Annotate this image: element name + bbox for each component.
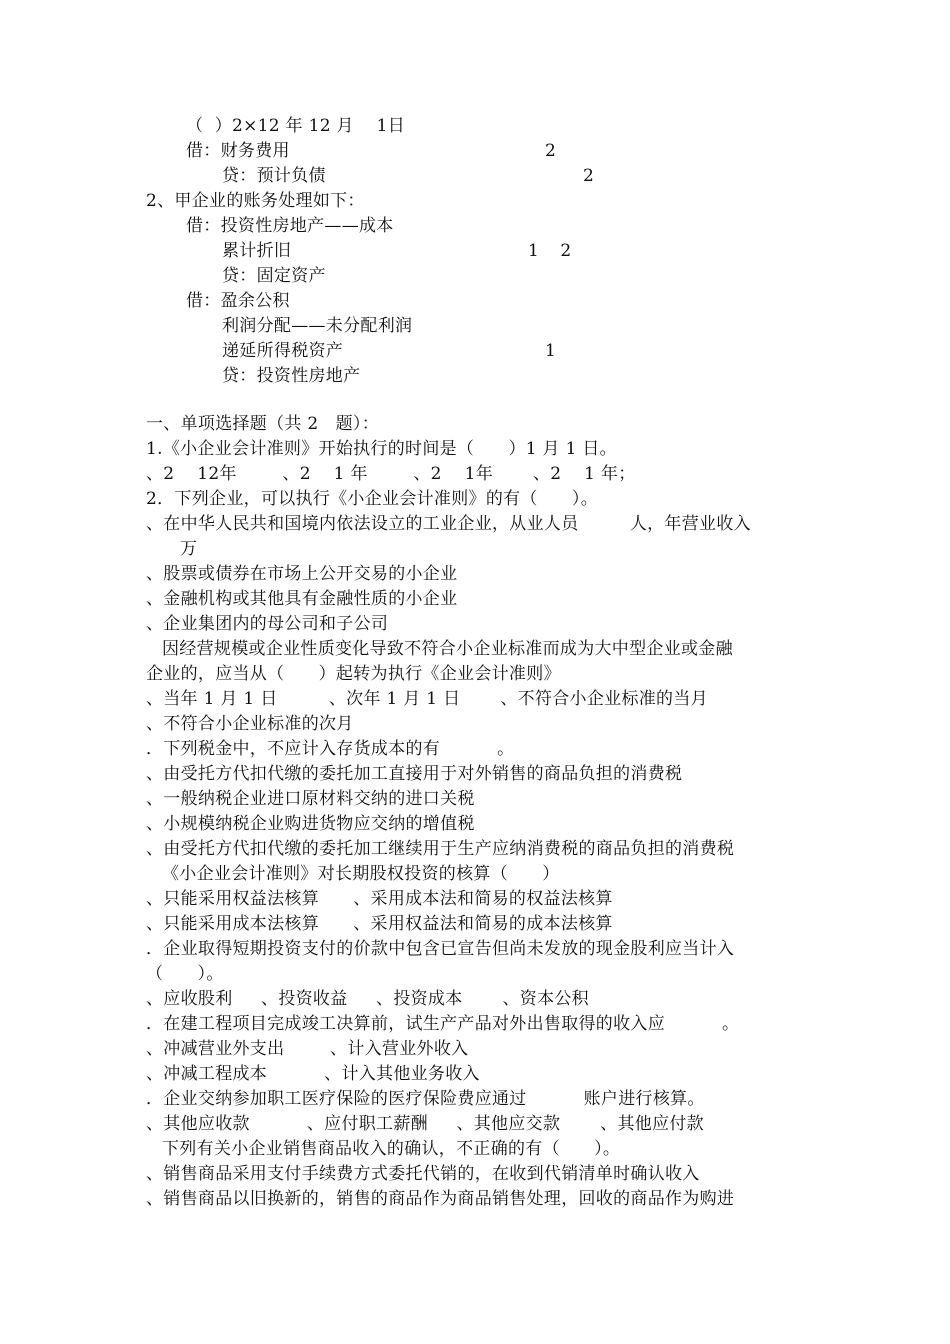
question-2-option-a-cont: 万 [180,539,198,559]
question-8: ．企业交纳参加职工医疗保险的医疗保险费应通过 账户进行核算。 [146,1089,705,1109]
entry-accumulated-depreciation: 累计折旧 [222,241,292,261]
entry-debit-surplus-reserve: 借：盈余公积 [186,291,290,311]
question-2-option-c: 、金融机构或其他具有金融性质的小企业 [146,589,458,609]
question-1: 1.《小企业会计准则》开始执行的时间是（ ）1 月 1 日。 [146,439,617,459]
entry-deferred-tax-asset: 递延所得税资产 [222,341,344,361]
question-3: 因经营规模或企业性质变化导致不符合小企业标准而成为大中型企业或金融 [162,639,733,659]
question-2-option-b: 、股票或债券在市场上公开交易的小企业 [146,564,458,584]
question-9: 下列有关小企业销售商品收入的确认，不正确的有（ ）。 [162,1139,621,1159]
question-4-option-c: 、小规模纳税企业购进货物应交纳的增值税 [146,814,475,834]
question-9-option-b: 、销售商品以旧换新的，销售的商品作为商品销售处理，回收的商品作为购进 [146,1189,735,1209]
question-3-option-d: 、不符合小企业标准的次月 [146,714,354,734]
question-9-option-a: 、销售商品采用支付手续费方式委托代销的，在收到代销清单时确认收入 [146,1164,700,1184]
entry-heading: 2、甲企业的账务处理如下： [146,191,365,211]
entry-credit-investment-property: 贷：投资性房地产 [222,366,361,386]
question-4-option-a: 、由受托方代扣代缴的委托加工直接用于对外销售的商品负担的消费税 [146,764,683,784]
question-2-option-a: 、在中华人民共和国境内依法设立的工业企业，从业人员 人，年营业收入 [146,514,751,534]
question-6-options: 、应收股利 、投资收益 、投资成本 、资本公积 [146,989,589,1009]
entry-amount: 1 2 [528,241,572,261]
entry-amount: 1 [545,341,556,361]
question-5: 《小企业会计准则》对长期股权投资的核算（ ） [162,864,560,884]
question-1-options: 、2 12年 、2 1 年 、2 1年 、2 1 年； [146,464,636,484]
question-4: ．下列税金中，不应计入存货成本的有 。 [146,739,515,759]
entry-credit-provision: 贷：预计负债 [222,166,326,186]
question-2: 2．下列企业，可以执行《小企业会计准则》的有（ ）。 [146,489,599,509]
question-8-options: 、其他应收款 、应付职工薪酬 、其他应交款 、其他应付款 [146,1114,704,1134]
question-5-options-cd: 、只能采用成本法核算 、采用权益法和简易的成本法核算 [146,914,613,934]
question-7-options-cd: 、冲减工程成本 、计入其他业务收入 [146,1064,480,1084]
question-4-option-d: 、由受托方代扣代缴的委托加工继续用于生产应纳消费税的商品负担的消费税 [146,839,735,859]
question-3-cont: 企业的，应当从（ ）起转为执行《企业会计准则》 [146,664,561,684]
question-7: ．在建工程项目完成竣工决算前，试生产产品对外出售取得的收入应 。 [146,1014,740,1034]
question-2-option-d: 、企业集团内的母公司和子公司 [146,614,389,634]
question-6: ．企业取得短期投资支付的价款中包含已宣告但尚未发放的现金股利应当计入 [146,939,735,959]
entry-date-line: （ ）2×12 年 12 月 1日 [186,116,406,136]
entry-credit-fixed-assets: 贷：固定资产 [222,266,326,286]
section-heading: 一、单项选择题（共 2 题）： [146,414,380,434]
question-5-options-ab: 、只能采用权益法核算 、采用成本法和简易的权益法核算 [146,889,613,909]
entry-profit-distribution: 利润分配——未分配利润 [222,316,413,336]
question-7-options-ab: 、冲减营业外支出 、计入营业外收入 [146,1039,469,1059]
entry-debit-investment-property: 借：投资性房地产——成本 [186,216,394,236]
entry-amount: 2 [545,141,556,161]
question-6-cont: （ ）。 [146,964,224,984]
entry-debit-finance-expense: 借：财务费用 [186,141,290,161]
question-4-option-b: 、一般纳税企业进口原材料交纳的进口关税 [146,789,475,809]
question-3-options: 、当年 1 月 1 日 、次年 1 月 1 日 、不符合小企业标准的当月 [146,689,708,709]
entry-amount: 2 [583,166,594,186]
